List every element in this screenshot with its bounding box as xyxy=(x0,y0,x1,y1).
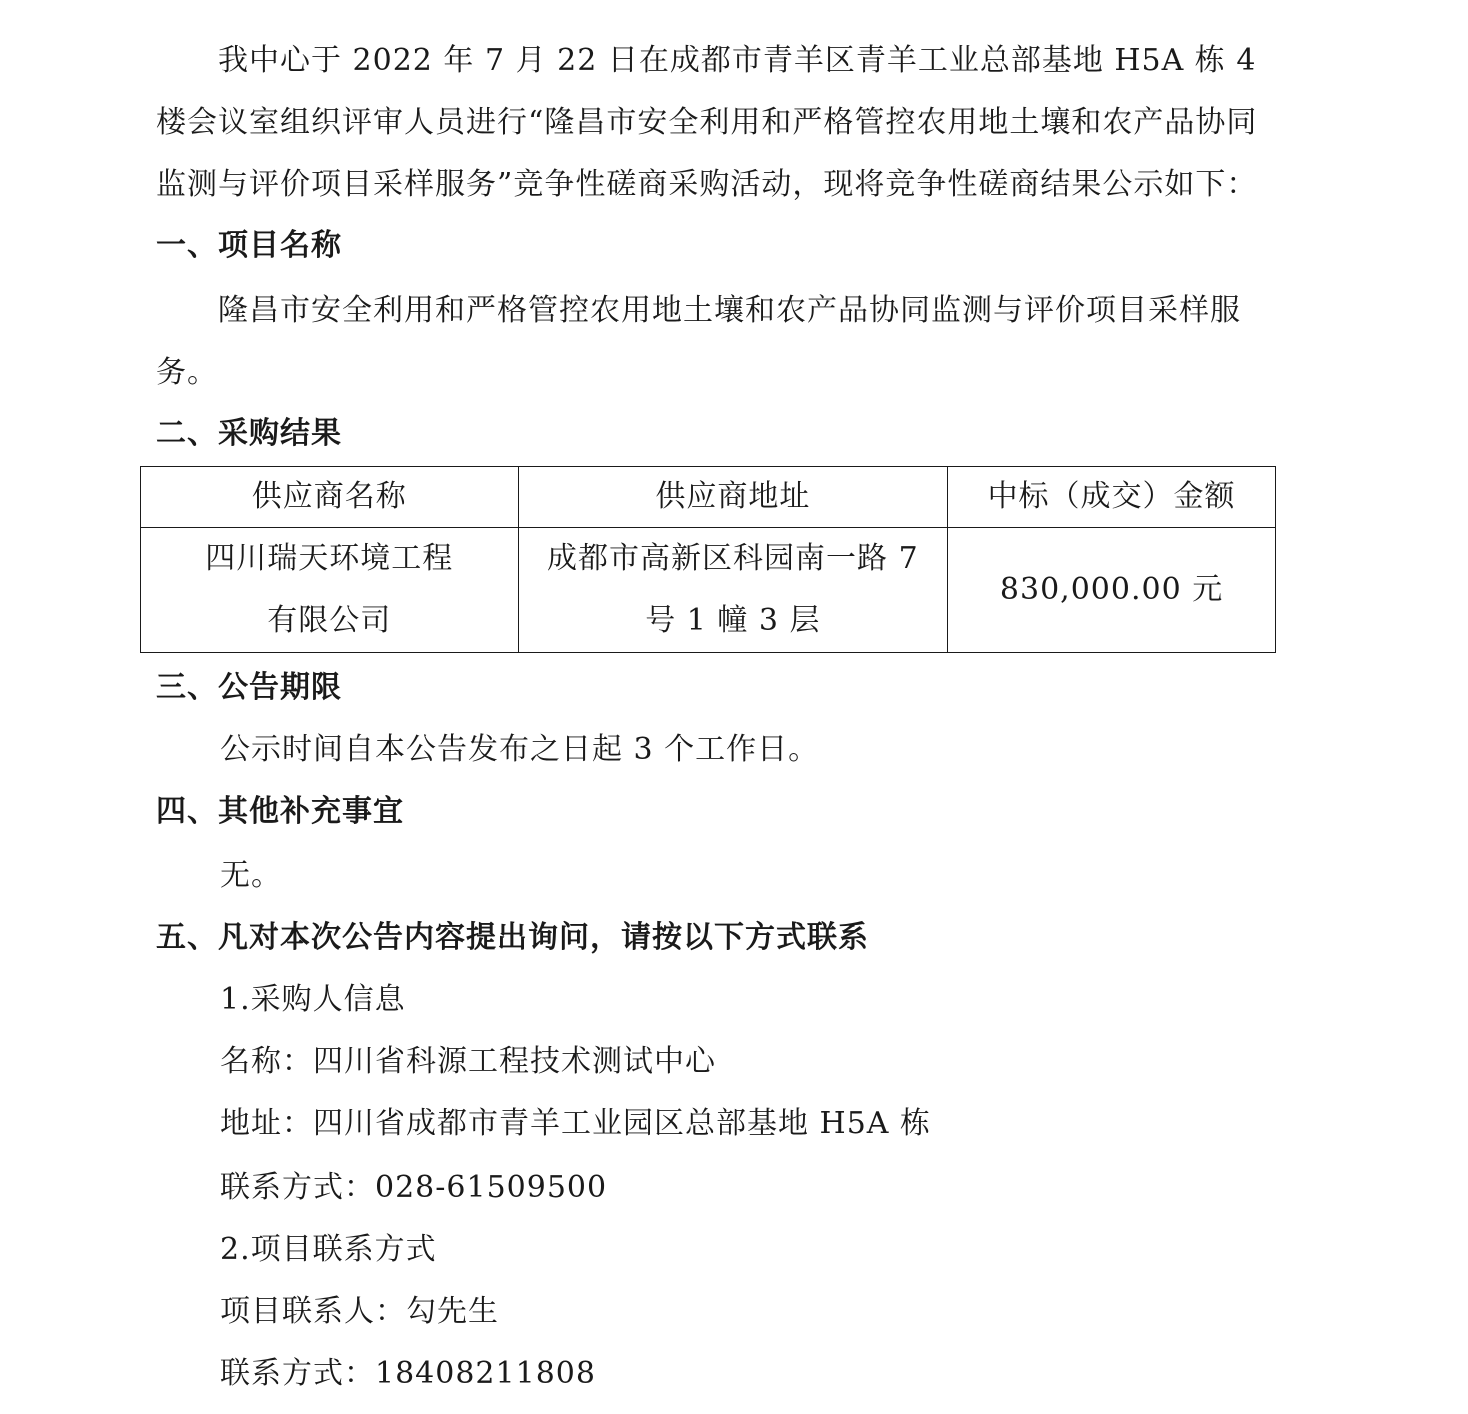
supplier-address-line2: 号 1 幢 3 层 xyxy=(645,603,821,638)
project-contact-phone: 联系方式：18408211808 xyxy=(220,1356,596,1391)
purchaser-name: 名称：四川省科源工程技术测试中心 xyxy=(220,1044,716,1079)
purchaser-phone: 联系方式：028-61509500 xyxy=(220,1170,608,1205)
purchaser-address: 地址：四川省成都市青羊工业园区总部基地 H5A 栋 xyxy=(220,1106,931,1141)
supplier-name-line1: 四川瑞天环境工程 xyxy=(205,541,454,576)
project-contact-heading: 2.项目联系方式 xyxy=(220,1232,437,1267)
cell-supplier-name xyxy=(141,528,519,653)
section-4-body: 无。 xyxy=(220,858,282,893)
table-header-row xyxy=(141,467,1276,528)
section-5-title: 五、凡对本次公告内容提出询问，请按以下方式联系 xyxy=(156,920,869,955)
intro-paragraph: 我中心于 2022 年 7 月 22 日在成都市青羊区青羊工业总部基地 H5A 栋 4 楼会议室组织评审人员进行“隆昌市安全利用和严格管控农用地土壤和农产品协同监测与评价项目采样服务”竞争性磋商采购活动，现将竞争性磋商结果公示如下： xyxy=(156,43,1258,202)
header-supplier-address: 供应商地址 xyxy=(518,467,948,528)
section-2-title: 二、采购结果 xyxy=(156,416,342,451)
project-contact-person: 项目联系人：勾先生 xyxy=(220,1294,499,1329)
cell-amount: 830,000.00 元 xyxy=(948,528,1276,653)
supplier-address-line1: 成都市高新区科园南一路 7 xyxy=(547,541,919,576)
header-amount: 中标（成交）金额 xyxy=(948,467,1276,528)
section-4-title: 四、其他补充事宜 xyxy=(156,794,404,829)
section-1-body: 隆昌市安全利用和严格管控农用地土壤和农产品协同监测与评价项目采样服务。 xyxy=(156,293,1241,390)
section-3-title: 三、公告期限 xyxy=(156,670,342,705)
section-3-body: 公示时间自本公告发布之日起 3 个工作日。 xyxy=(220,732,820,767)
procurement-result-table xyxy=(140,466,1276,653)
table-row xyxy=(141,528,1276,653)
supplier-name-line2: 有限公司 xyxy=(267,603,392,638)
header-supplier-name: 供应商名称 xyxy=(141,467,519,528)
purchaser-info-heading: 1.采购人信息 xyxy=(220,982,406,1017)
section-1-title: 一、项目名称 xyxy=(156,228,342,263)
cell-supplier-address xyxy=(518,528,948,653)
